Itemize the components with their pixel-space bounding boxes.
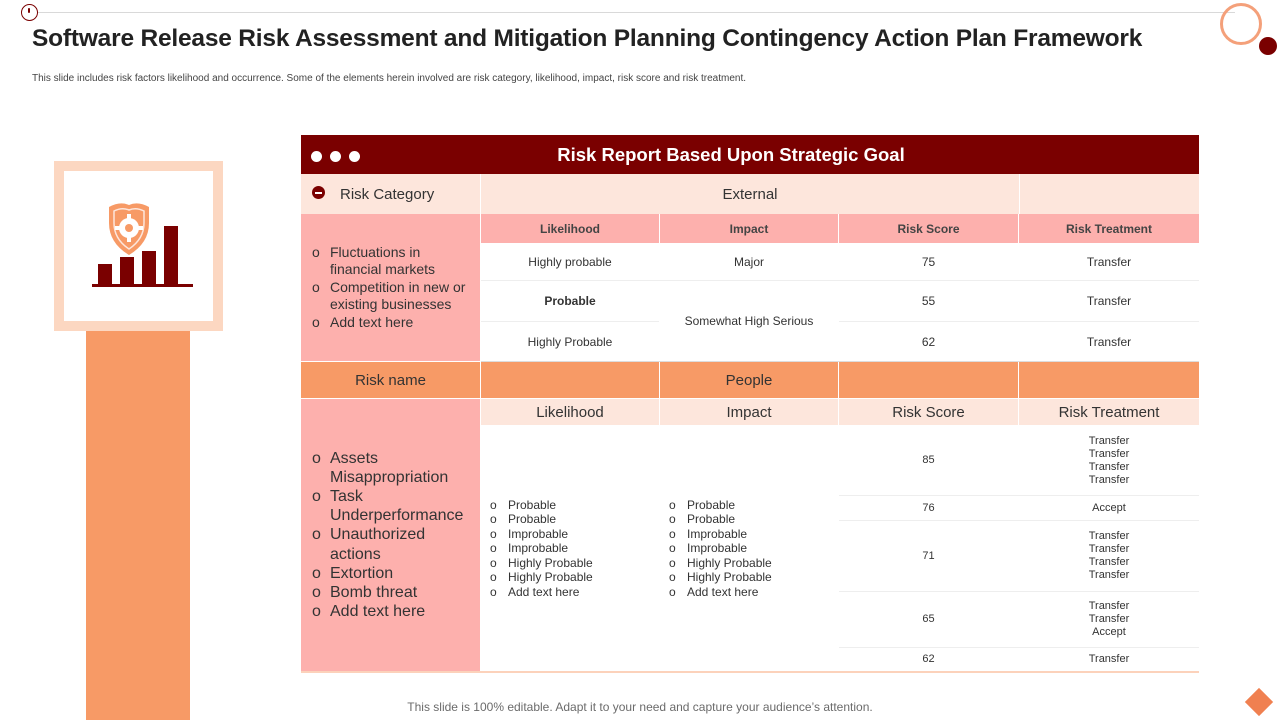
treatment-line: Transfer bbox=[1088, 530, 1130, 542]
ppl-r4-treatment bbox=[1019, 592, 1199, 647]
list-item: o Improbable bbox=[490, 527, 593, 541]
list-item: o Extortion bbox=[312, 564, 472, 583]
treatment-line: Transfer bbox=[1088, 460, 1130, 473]
external-factors-cell bbox=[301, 214, 480, 361]
top-divider-line bbox=[30, 12, 1235, 13]
list-item: o Highly Probable bbox=[490, 570, 593, 584]
ppl-r1-treatment bbox=[1019, 426, 1199, 495]
ext-r3-likelihood: Highly Probable bbox=[527, 334, 613, 349]
table-header bbox=[301, 135, 1199, 174]
treatment-line: Transfer bbox=[1088, 556, 1130, 568]
decorative-dot bbox=[1259, 37, 1277, 55]
page-title: Software Release Risk Assessment and Mitigation Planning Contingency Action Plan Framework bbox=[32, 25, 1143, 52]
ppl-r1-score: 85 bbox=[922, 454, 935, 466]
ppl-col-impact: Impact bbox=[660, 399, 838, 425]
risk-report-table bbox=[301, 135, 1199, 673]
decorative-pillar bbox=[86, 330, 190, 720]
treatment-line: Transfer bbox=[1088, 569, 1130, 581]
ppl-col-treatment: Risk Treatment bbox=[1019, 399, 1199, 425]
list-item: o Assets Misappropriation bbox=[312, 449, 472, 487]
ppl-r2-score: 76 bbox=[922, 501, 935, 514]
people-impact-cell bbox=[660, 426, 838, 671]
list-item: o Improbable bbox=[669, 527, 772, 541]
table-bottom-border bbox=[301, 671, 1199, 673]
risk-category-label: Risk Category bbox=[340, 185, 435, 203]
people-header-blank bbox=[1019, 362, 1199, 398]
people-risks-cell bbox=[301, 399, 480, 671]
people-risks-list bbox=[312, 449, 472, 622]
list-item: o Improbable bbox=[669, 541, 772, 555]
people-header-blank bbox=[481, 362, 659, 398]
ppl-r5-score: 62 bbox=[922, 653, 935, 665]
list-item: o Competition in new or existing businesses bbox=[312, 279, 472, 314]
table-title: Risk Report Based Upon Strategic Goal bbox=[557, 144, 905, 165]
risk-name-header: Risk name bbox=[301, 362, 480, 398]
ppl-r4-score: 65 bbox=[922, 613, 935, 625]
ext-r1-likelihood: Highly probable bbox=[528, 255, 612, 269]
treatment-line: Transfer bbox=[1088, 543, 1130, 555]
ext-r1-treatment: Transfer bbox=[1086, 255, 1132, 269]
list-item: o Improbable bbox=[490, 541, 593, 555]
list-item: o Add text here bbox=[312, 314, 472, 332]
icon-card-inner bbox=[64, 171, 213, 321]
ext-r1-score: 75 bbox=[921, 255, 936, 269]
list-item: o Probable bbox=[669, 512, 772, 526]
ext-col-score: Risk Score bbox=[839, 214, 1018, 243]
list-item: o Highly Probable bbox=[490, 556, 593, 570]
risk-category-header bbox=[301, 174, 480, 214]
decorative-ring bbox=[1220, 3, 1262, 45]
external-group-header: External bbox=[481, 174, 1019, 214]
people-header-blank bbox=[839, 362, 1018, 398]
minus-circle-icon bbox=[312, 186, 325, 199]
footer-note: This slide is 100% editable. Adapt it to your need and capture your audience’s attention. bbox=[407, 700, 873, 714]
ppl-r2-treatment: Accept bbox=[1092, 501, 1126, 514]
ppl-col-likelihood: Likelihood bbox=[481, 399, 659, 425]
ext-col-impact: Impact bbox=[660, 214, 838, 243]
top-left-dot-icon bbox=[21, 4, 38, 21]
people-likelihood-cell bbox=[481, 426, 659, 671]
treatment-line: Transfer bbox=[1088, 434, 1130, 447]
ext-r2-score: 55 bbox=[921, 294, 936, 308]
list-item: o Add text here bbox=[490, 585, 593, 599]
treatment-line: Transfer bbox=[1088, 600, 1130, 612]
list-item: o Probable bbox=[669, 498, 772, 512]
page-subtitle: This slide includes risk factors likelihood and occurrence. Some of the elements herein involved are risk category, likelihood, impact, risk score and risk treatment. bbox=[32, 73, 747, 84]
list-item: o Add text here bbox=[312, 602, 472, 621]
list-item: o Highly Probable bbox=[669, 556, 772, 570]
ext-col-treatment: Risk Treatment bbox=[1019, 214, 1199, 243]
divider bbox=[1019, 174, 1020, 214]
treatment-line: Transfer bbox=[1088, 613, 1130, 625]
people-group-header: People bbox=[660, 362, 838, 398]
list-item: o Fluctuations in financial markets bbox=[312, 244, 472, 279]
shield-gear-bar-chart-icon bbox=[64, 171, 213, 321]
ppl-r5-treatment: Transfer bbox=[1088, 653, 1130, 665]
list-item: o Add text here bbox=[669, 585, 772, 599]
list-item: o Probable bbox=[490, 498, 593, 512]
ext-merged-impact: Somewhat High Serious bbox=[684, 314, 814, 328]
people-impact-list bbox=[669, 498, 772, 599]
treatment-line: Transfer bbox=[1088, 447, 1130, 460]
treatment-line: Accept bbox=[1092, 626, 1126, 638]
treatment-line: Transfer bbox=[1088, 473, 1130, 486]
divider bbox=[480, 174, 481, 214]
ext-r1-impact: Major bbox=[733, 255, 764, 269]
people-likelihood-list bbox=[490, 498, 593, 599]
list-item: o Unauthorized actions bbox=[312, 525, 472, 563]
ext-col-likelihood: Likelihood bbox=[481, 214, 659, 243]
ext-r3-treatment: Transfer bbox=[1086, 334, 1132, 349]
ext-r2-treatment: Transfer bbox=[1086, 294, 1132, 308]
icon-card bbox=[54, 161, 223, 331]
list-item: o Task Underperformance bbox=[312, 487, 472, 525]
list-item: o Highly Probable bbox=[669, 570, 772, 584]
ppl-r3-treatment bbox=[1019, 521, 1199, 591]
list-item: o Bomb threat bbox=[312, 583, 472, 602]
ext-r2-likelihood: Probable bbox=[544, 294, 596, 308]
list-item: o Probable bbox=[490, 512, 593, 526]
ext-r3-score: 62 bbox=[921, 334, 936, 349]
ppl-col-score: Risk Score bbox=[839, 399, 1018, 425]
external-factors-list bbox=[312, 244, 472, 332]
ppl-r3-score: 71 bbox=[922, 549, 935, 562]
